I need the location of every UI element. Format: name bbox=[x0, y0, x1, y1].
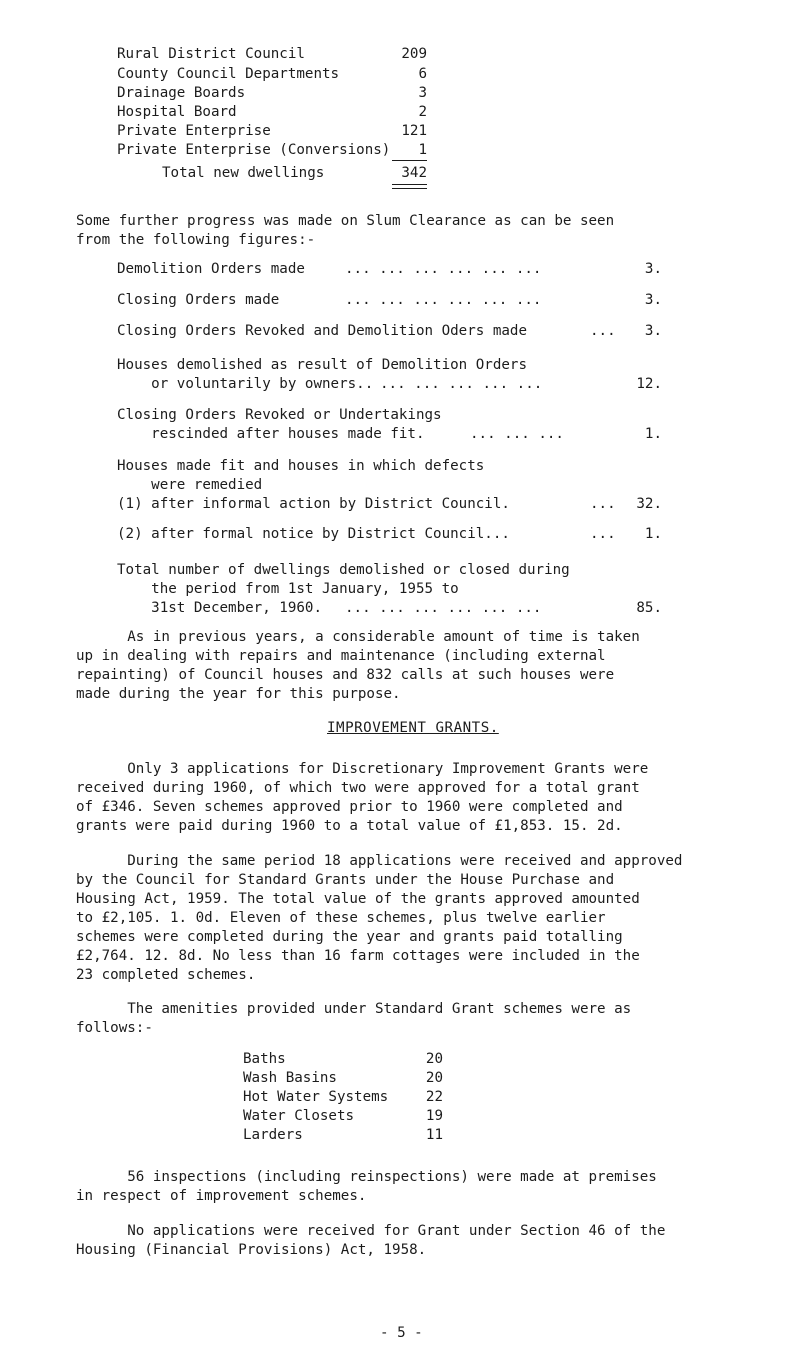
figure-label: Total number of dwellings demolished or closed during the period from 1st January, 1955 to 31st December, 1960. bbox=[117, 562, 570, 616]
table-row bbox=[117, 85, 427, 105]
row-label: Private Enterprise (Conversions) bbox=[117, 142, 391, 158]
row-label: Private Enterprise bbox=[117, 123, 271, 139]
inspections-paragraph: 56 inspections (including reinspections) were made at premises in respect of improvement schemes. bbox=[76, 1169, 657, 1204]
figure-value: 12. bbox=[636, 376, 662, 392]
amenity-label: Wash Basins bbox=[243, 1070, 337, 1086]
subtotal-rule bbox=[392, 160, 427, 161]
row-value: 6 bbox=[418, 66, 427, 82]
figure-value: 32. bbox=[636, 496, 662, 512]
figure-leader: ... bbox=[590, 323, 616, 339]
row-value: 1 bbox=[418, 142, 427, 158]
figure-row bbox=[117, 561, 662, 618]
figure-row bbox=[117, 292, 662, 308]
row-value: 2 bbox=[418, 104, 427, 120]
amenity-label: Hot Water Systems bbox=[243, 1089, 389, 1105]
total-double-rule bbox=[392, 184, 427, 189]
figure-value: 3. bbox=[644, 292, 662, 308]
amenities-intro: The amenities provided under Standard Grant schemes were as follows:- bbox=[76, 1001, 632, 1036]
figure-label: Demolition Orders made bbox=[117, 261, 305, 277]
table-row bbox=[117, 104, 427, 124]
table-total-row bbox=[162, 165, 427, 185]
total-label: Total new dwellings bbox=[162, 165, 325, 181]
row-label: Rural District Council bbox=[117, 46, 305, 62]
repairs-paragraph: As in previous years, a considerable amount of time is taken up in dealing with repairs and maintenance (including external repainting) of Council houses and 832 calls at such houses were made during the year for this purpose. bbox=[76, 629, 640, 702]
standard-grants-paragraph: During the same period 18 applications were received and approved by the Council for Standard Grants under the House Purchase and Housing Act, 1959. The total value of the grants approved amounted to £2,105. 1. 0d. Eleven of these schemes, plus twelve earlier schemes were completed during the year and grants paid totalling £2,764. 12. 8d. No less than 16 farm cottages were included in the 23 completed schemes. bbox=[76, 853, 683, 983]
row-value: 3 bbox=[418, 85, 427, 101]
figure-value: 3. bbox=[644, 323, 662, 339]
figure-label: Closing Orders made bbox=[117, 292, 280, 308]
amenity-value: 20 bbox=[425, 1051, 443, 1067]
row-label: County Council Departments bbox=[117, 66, 340, 82]
figure-value: 85. bbox=[636, 600, 662, 616]
table-row bbox=[117, 66, 427, 86]
figure-leader: ... ... ... ... ... ... bbox=[345, 292, 542, 308]
total-value: 342 bbox=[401, 165, 427, 181]
figure-row bbox=[117, 261, 662, 277]
figure-label: Houses demolished as result of Demolition Orders or voluntarily by owners.. bbox=[117, 357, 527, 392]
page-number: - 5 - bbox=[380, 1325, 423, 1341]
figure-row bbox=[117, 526, 662, 542]
figure-leader: ... bbox=[590, 526, 616, 542]
list-item bbox=[243, 1051, 443, 1067]
list-item bbox=[243, 1108, 443, 1124]
figure-label: Closing Orders Revoked or Undertakings rescinded after houses made fit. bbox=[117, 407, 442, 442]
figure-value: 1. bbox=[644, 526, 662, 542]
row-value: 121 bbox=[401, 123, 427, 139]
slum-clearance-intro: Some further progress was made on Slum Clearance as can be seen from the following figures:- bbox=[76, 213, 615, 248]
section-46-paragraph: No applications were received for Grant under Section 46 of the Housing (Financial Provisions) Act, 1958. bbox=[76, 1223, 666, 1258]
figure-row bbox=[117, 323, 662, 339]
row-value: 209 bbox=[401, 46, 427, 62]
list-item bbox=[243, 1070, 443, 1086]
figure-label: Houses made fit and houses in which defects were remedied (1) after informal action by District Council. bbox=[117, 458, 510, 512]
figure-label: (2) after formal notice by District Council... bbox=[117, 526, 510, 542]
figure-row bbox=[117, 356, 662, 394]
figure-row bbox=[117, 406, 662, 444]
table-row bbox=[117, 46, 427, 66]
amenity-value: 11 bbox=[425, 1127, 443, 1143]
figure-label: Closing Orders Revoked and Demolition Oders made bbox=[117, 323, 527, 339]
list-item bbox=[243, 1127, 443, 1143]
list-item bbox=[243, 1089, 443, 1105]
figure-value: 3. bbox=[644, 261, 662, 277]
amenity-label: Baths bbox=[243, 1051, 286, 1067]
discretionary-grants-paragraph: Only 3 applications for Discretionary Improvement Grants were received during 1960, of which two were approved for a total grant of £346. Seven schemes approved prior to 1960 were completed and grants were paid during 1960 to a total value of £1,853. 15. 2d. bbox=[76, 761, 649, 834]
row-label: Hospital Board bbox=[117, 104, 237, 120]
improvement-grants-heading: IMPROVEMENT GRANTS. bbox=[327, 720, 499, 736]
amenity-value: 22 bbox=[425, 1089, 443, 1105]
table-row bbox=[117, 123, 427, 143]
row-label: Drainage Boards bbox=[117, 85, 246, 101]
amenity-label: Water Closets bbox=[243, 1108, 355, 1124]
table-row bbox=[117, 142, 427, 162]
figure-leader: ... bbox=[590, 496, 616, 512]
amenity-value: 20 bbox=[425, 1070, 443, 1086]
amenity-label: Larders bbox=[243, 1127, 303, 1143]
figure-value: 1. bbox=[644, 426, 662, 442]
figure-leader: ... ... ... bbox=[470, 426, 564, 442]
amenity-value: 19 bbox=[425, 1108, 443, 1124]
figure-leader: ... ... ... ... ... bbox=[380, 376, 543, 392]
figure-leader: ... ... ... ... ... ... bbox=[345, 600, 542, 616]
figure-row bbox=[117, 457, 662, 514]
figure-leader: ... ... ... ... ... ... bbox=[345, 261, 542, 277]
